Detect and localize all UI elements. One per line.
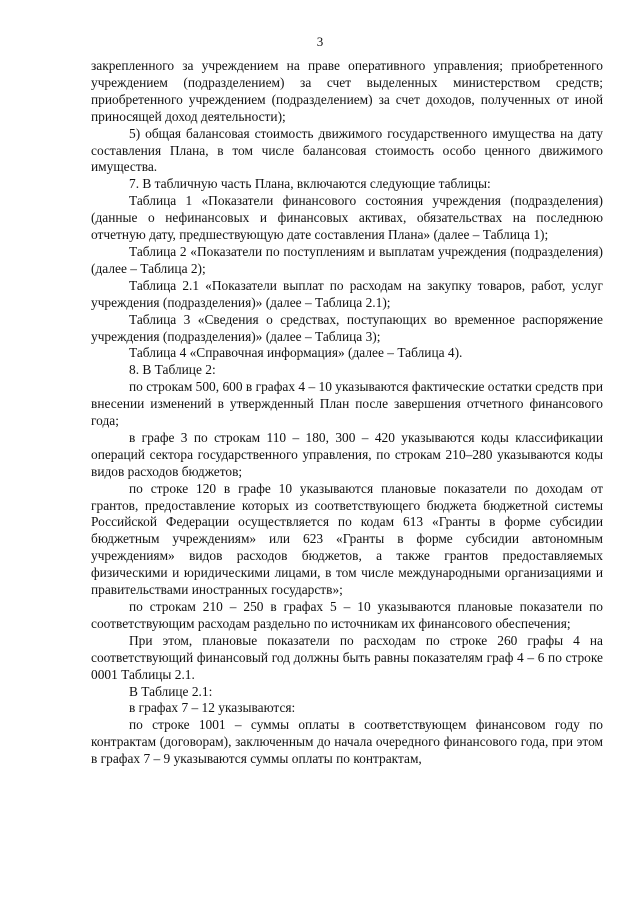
paragraph: Таблица 2.1 «Показатели выплат по расходам на закупку товаров, работ, услуг учреждения (подразделения)» (далее – Таблица 2.1); — [91, 277, 603, 310]
paragraph: в графе 3 по строкам 110 – 180, 300 – 420 указываются коды классификации операций сектора государственного управления, по строкам 210–280 указываются коды видов расходов бюджетов; — [91, 429, 603, 479]
paragraph: Таблица 3 «Сведения о средствах, поступающих во временное распоряжение учреждения (подразделения)» (далее – Таблица 3); — [91, 311, 603, 344]
paragraph: по строкам 210 – 250 в графах 5 – 10 указываются плановые показатели по соответствующим расходам раздельно по источникам их финансового обеспечения; — [91, 599, 603, 631]
paragraph: 7. В табличную часть Плана, включаются следующие таблицы: — [129, 176, 491, 192]
page-number: 3 — [316, 34, 324, 49]
paragraph: по строкам 500, 600 в графах 4 – 10 указываются фактические остатки средств при внесении изменений в утвержденный План после завершения отчетного финансового года; — [91, 379, 603, 429]
paragraph: по строке 120 в графе 10 указываются плановые показатели по доходам от грантов, предоставление которых из соответствующего бюджета бюджетной системы Российской Федерации осуществляется по кодам 613 «Гранты в форме субсидии бюджетным учреждениям» или 623 «Гранты в форме субсидии автономным учреждениям» видов расходов бюджетов, а также грантов предоставляемых физическими и юридическими лицами, в том числе международными организациями и правительствами иностранных государств»; — [91, 480, 603, 598]
paragraph: Таблица 1 «Показатели финансового состояния учреждения (подразделения) (данные о нефинансовых и финансовых активах, обязательствах на последнюю отчетную дату, предшествующую дате составления Плана» (далее – Таблица 1); — [91, 193, 603, 243]
paragraph: 8. В Таблице 2: — [129, 362, 216, 378]
paragraph: по строке 1001 – суммы оплаты в соответствующем финансовом году по контрактам (договорам), заключенным до начала очередного финансового года, при этом в графах 7 – 9 указываются суммы оплаты по контрактам, — [91, 717, 603, 767]
paragraph: Таблица 4 «Справочная информация» (далее – Таблица 4). — [129, 345, 463, 361]
body-text — [91, 58, 603, 768]
paragraph: При этом, плановые показатели по расходам по строке 260 графы 4 на соответствующий финансовый год должны быть равны показателям граф 4 – 6 по строке 0001 Таблицы 2.1. — [91, 632, 603, 682]
paragraph: В Таблице 2.1: — [129, 683, 213, 699]
paragraph: закрепленного за учреждением на праве оперативного управления; приобретенного учреждением (подразделением) за счет выделенных министерством средств; приобретенного учреждением (подразделением) за счет доходов, полученных от иной приносящей доход деятельности); — [91, 58, 603, 124]
paragraph: в графах 7 – 12 указываются: — [129, 700, 296, 716]
paragraph: 5) общая балансовая стоимость движимого государственного имущества на дату составления Плана, в том числе балансовая стоимость особо ценного движимого имущества. — [91, 125, 603, 175]
paragraph: Таблица 2 «Показатели по поступлениям и выплатам учреждения (подразделения) (далее – Таблица 2); — [91, 243, 603, 276]
